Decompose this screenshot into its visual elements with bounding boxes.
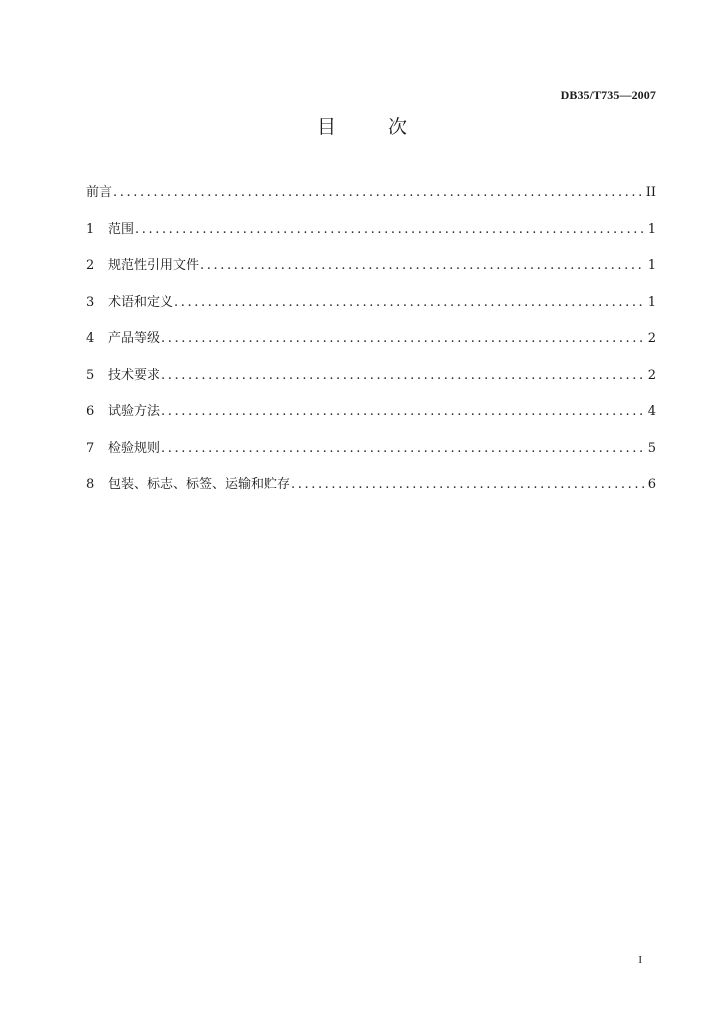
toc-entry-number: 6	[86, 404, 95, 419]
toc-dot-leader	[113, 183, 642, 203]
toc-entry-page: 5	[647, 440, 656, 456]
toc-entry-page: 6	[647, 477, 656, 492]
toc-entry-page: 2	[647, 331, 656, 346]
toc-entry-label: 包装、标志、标签、运输和贮存	[108, 477, 291, 492]
toc-entry-page: 1	[647, 258, 656, 273]
toc-entry-scope[interactable]	[86, 220, 656, 257]
toc-entry-number: 3	[86, 294, 95, 310]
toc-dot-leader	[161, 402, 644, 422]
toc-title-char-2: 次	[388, 116, 408, 138]
toc-entry-technical-requirements[interactable]	[86, 366, 656, 403]
toc-entry-foreword[interactable]	[86, 183, 656, 220]
toc-entry-number: 7	[86, 440, 95, 456]
toc-entry-number: 5	[86, 367, 95, 383]
toc-dot-leader	[161, 366, 644, 386]
toc-entry-label: 技术要求	[108, 367, 161, 383]
toc-entry-page: II	[645, 185, 656, 200]
toc-dot-leader	[161, 329, 644, 349]
toc-title	[0, 112, 724, 139]
toc-entry-label: 检验规则	[108, 440, 161, 456]
toc-entry-page: 4	[647, 404, 656, 419]
toc-entry-test-methods[interactable]	[86, 402, 656, 439]
toc-entry-number: 4	[86, 331, 95, 346]
toc-entry-packaging-storage[interactable]	[86, 475, 656, 512]
toc-entry-number: 2	[86, 258, 95, 273]
toc-list	[86, 183, 656, 512]
toc-dot-leader	[291, 475, 644, 495]
toc-entry-label: 范围	[108, 221, 135, 237]
toc-entry-page: 1	[647, 221, 656, 237]
toc-entry-page: 1	[647, 294, 656, 310]
toc-entry-label: 试验方法	[108, 404, 161, 419]
toc-entry-label: 前言	[86, 185, 113, 200]
toc-dot-leader	[200, 256, 644, 276]
toc-entry-number: 8	[86, 477, 95, 492]
toc-title-char-1: 目	[316, 116, 336, 138]
toc-entry-number: 1	[86, 221, 95, 237]
toc-entry-terms-definitions[interactable]	[86, 293, 656, 330]
toc-entry-label: 产品等级	[108, 331, 161, 346]
toc-dot-leader	[135, 220, 644, 240]
toc-dot-leader	[161, 439, 644, 459]
toc-entry-product-grades[interactable]	[86, 329, 656, 366]
toc-entry-label: 术语和定义	[108, 294, 174, 310]
toc-entry-inspection-rules[interactable]	[86, 439, 656, 476]
toc-entry-normative-references[interactable]	[86, 256, 656, 293]
toc-entry-label: 规范性引用文件	[108, 258, 200, 273]
toc-entry-page: 2	[647, 367, 656, 383]
page-number: I	[638, 954, 642, 966]
standard-code: DB35/T735—2007	[560, 88, 656, 102]
toc-dot-leader	[174, 293, 644, 313]
